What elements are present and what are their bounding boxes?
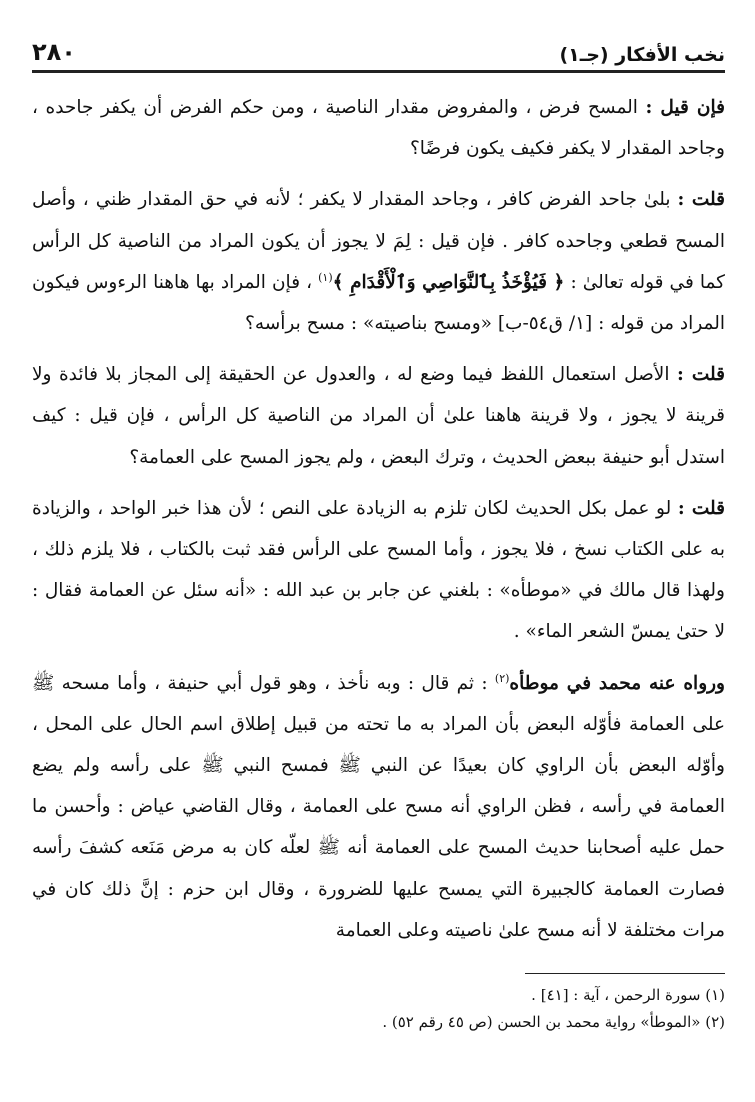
paragraph-objection [32, 87, 725, 169]
quran-verse: ﴿ فَيُؤْخَذُ بِٱلنَّوَاصِي وَٱلْأَقْدَامِ ﴾ [332, 271, 565, 293]
paragraph-text: لو عمل بكل الحديث لكان تلزم به الزيادة على النص ؛ لأن هذا خبر الواحد ، والزيادة به على الكتاب نسخ ، فلا يجوز ، وأما المسح على الرأس فقد ثبت بالكتاب ، فلا يلزم ذلك ، ولهذا قال مالك في «موطأه» : بلغني عن جابر بن عبد الله : «أنه سئل عن العمامة فقال : لا حتىٰ يمسّ الشعر الماء» . [32, 497, 725, 643]
footnote-ref[interactable]: (٢) [494, 671, 510, 685]
page-number: ٢٨٠ [32, 38, 76, 66]
paragraph-narration [32, 663, 725, 951]
footnote: (٢) «الموطأ» رواية محمد بن الحسن (ص ٤٥ رقم ٥٢) . [382, 1013, 725, 1031]
paragraph-text: المسح فرض ، والمفروض مقدار الناصية ، ومن حكم الفرض أن يكفر جاحده ، وجاحد المقدار لا يكفر فكيف يكون فرضًا؟ [32, 97, 725, 160]
footnote: (١) سورة الرحمن ، آية : [٤١] . [531, 986, 725, 1004]
footnotes [32, 973, 725, 1036]
paragraph-keyword: قلت : [676, 364, 725, 386]
paragraph-keyword: قلت : [677, 189, 726, 211]
page-header [32, 26, 725, 73]
paragraph-text: الأصل استعمال اللفظ فيما وضع له ، والعدول عن الحقيقة إلى المجاز بلا فائدة ولا قرينة لا يجوز ، ولا قرينة هاهنا علىٰ أن المراد من الناصية كل الرأس ، فإن قيل : كيف استدل أبو حنيفة ببعض الحديث ، وترك البعض ، ولم يجوز المسح على العمامة؟ [32, 364, 725, 468]
paragraph-keyword: فإن قيل : [645, 97, 725, 118]
paragraph-text: بلىٰ جاحد الفرض كافر ، وجاحد المقدار لا يكفر ؛ لأنه في حق المقدار ظني ، وأصل المسح قطعي وجاحده كافر . فإن قيل : لِمَ لا يجوز أن يكون المراد من الناصية كل الرأس كما في قوله تعالىٰ : [32, 189, 725, 293]
footnote-divider [525, 973, 725, 974]
paragraph-reply [32, 488, 725, 653]
footnote-ref[interactable]: (١) [318, 270, 333, 284]
paragraph-text: ، فإن المراد بها هاهنا الرءوس فيكون المراد من قوله : [١/ ق٥٤-ب] «ومسح بناصيته» : مسح برأسه؟ [32, 271, 725, 335]
paragraph-reply [32, 179, 725, 344]
paragraph-keyword: قلت : [677, 497, 725, 519]
paragraph-bold-lead: ورواه عنه محمد في موطأه [509, 672, 725, 694]
main-text [32, 87, 725, 951]
paragraph-text: : ثم قال : وبه نأخذ ، وهو قول أبي حنيفة ، وأما مسحه ﷺ على العمامة فأوّله البعض بأن المراد به ما تحته من قبيل إطلاق اسم الحال على المحل ، وأوّله البعض بأن الراوي كان بعيدًا عن النبي ﷺ فمسح النبي ﷺ على رأسه ولم يضع العمامة في رأسه ، فظن الراوي أنه مسح على العمامة ، وقال القاضي عياض : وأحسن ما حمل عليه أصحابنا حديث المسح على العمامة أنه ﷺ لعلّه كان به مرض مَنَعه كشفَ رأسه فصارت العمامة كالجبيرة التي يمسح عليها للضرورة ، وقال ابن حزم : إنَّ ذلك كان في مرات مختلفة لا أنه مسح علىٰ ناصيته وعلى العمامة [32, 672, 725, 941]
book-title: نخب الأفكار (جـ١) [559, 44, 725, 66]
book-page [32, 26, 726, 1031]
paragraph-reply [32, 354, 725, 478]
